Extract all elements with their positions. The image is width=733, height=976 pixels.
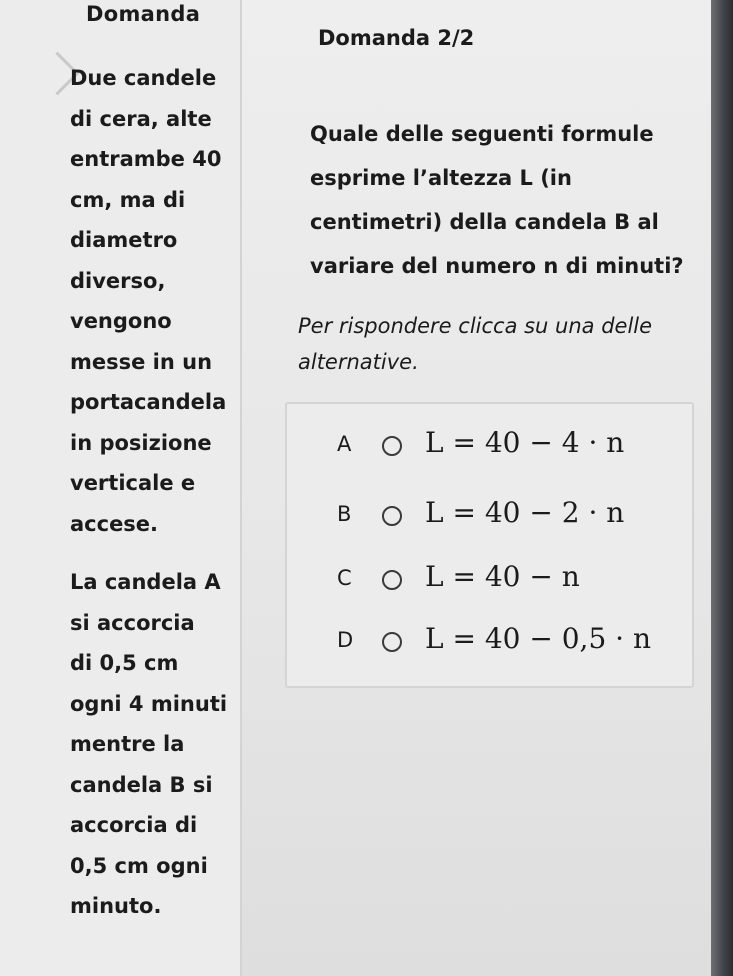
story-line: si accorcia [70, 610, 195, 635]
screen-bezel [711, 0, 733, 976]
story-line: La candela A [70, 570, 221, 594]
left-panel [0, 0, 240, 976]
instruction-text [298, 308, 718, 380]
radio-button[interactable] [382, 436, 402, 456]
option-letter: A [337, 432, 352, 456]
option-c[interactable] [287, 556, 692, 606]
story-text [70, 58, 235, 927]
option-b[interactable] [287, 492, 692, 542]
question-line: centimetri) della candela B al [310, 210, 659, 234]
radio-button[interactable] [382, 632, 402, 652]
instruction-line: alternative. [298, 350, 419, 374]
story-line: vengono [70, 309, 172, 333]
story-line: 0,5 cm ogni [70, 853, 208, 878]
question-line: variare del numero n di minuti? [310, 254, 684, 278]
question-text [310, 112, 710, 288]
story-line: portacandela [70, 390, 227, 414]
option-formula: L = 40 − 0,5 · n [425, 622, 652, 655]
story-line: ogni 4 minuti [70, 691, 228, 716]
option-letter: D [337, 628, 354, 652]
question-line: Quale delle seguenti formule [310, 122, 654, 146]
instruction-line: Per rispondere clicca su una delle [298, 314, 653, 338]
story-line: di 0,5 cm [70, 651, 179, 675]
answer-options [285, 402, 694, 688]
option-formula: L = 40 − 2 · n [425, 496, 625, 529]
story-line: di cera, alte [70, 106, 212, 131]
story-line: minuto. [70, 894, 162, 918]
panel-divider [240, 0, 242, 976]
radio-button[interactable] [382, 570, 402, 590]
story-line: candela B si [70, 772, 213, 797]
radio-button[interactable] [382, 506, 402, 526]
option-letter: B [337, 502, 352, 526]
story-line: messe in un [70, 349, 213, 374]
story-line: accese. [70, 511, 159, 536]
option-letter: C [337, 566, 352, 590]
story-line: mentre la [70, 732, 185, 756]
story-line: Due candele [70, 66, 217, 90]
option-a[interactable] [287, 422, 692, 472]
option-formula: L = 40 − n [425, 560, 580, 593]
story-line: verticale e [70, 471, 196, 495]
question-line: esprime l’altezza L (in [310, 166, 572, 190]
option-d[interactable] [287, 618, 692, 668]
left-panel-title: Domanda [86, 2, 201, 26]
story-line: diverso, [70, 268, 166, 293]
story-line: diametro [70, 228, 178, 252]
story-line: accorcia di [70, 813, 198, 837]
story-line: in posizione [70, 430, 212, 455]
question-header: Domanda 2/2 [318, 26, 475, 50]
story-line: entrambe 40 [70, 147, 222, 171]
story-line: cm, ma di [70, 187, 186, 212]
option-formula: L = 40 − 4 · n [425, 426, 625, 459]
